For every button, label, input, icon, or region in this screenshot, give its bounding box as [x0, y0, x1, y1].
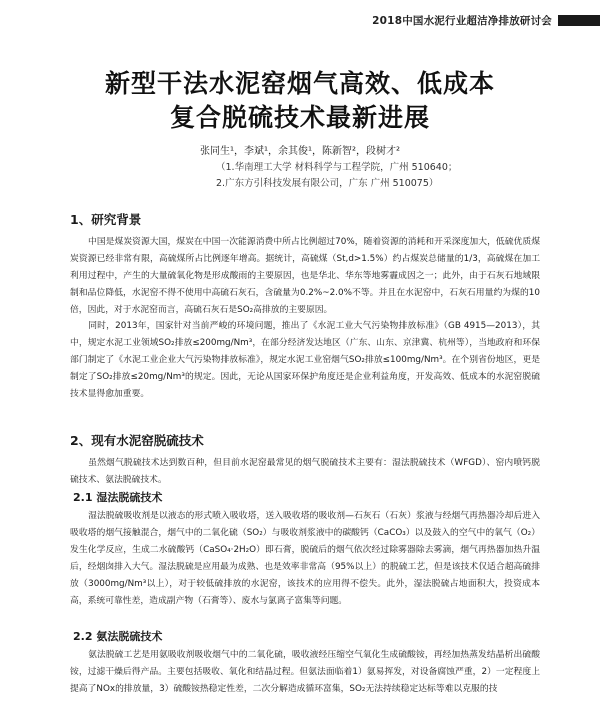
paragraph: 湿法脱硫吸收剂是以液态的形式喷入吸收塔，送入吸收塔的吸收剂—石灰石（石灰）浆液与经烟气再热器冷却后进入吸收塔的烟气接触混合，烟气中的二氧化硫（SO₂）与吸收剂浆液中的碳酸钙（CaCO₃）以及鼓入的空气中的氧气（O₂）发生化学反应，生成二水硫酸钙（CaSO₄·2H₂O）即石膏，脱硫后的烟气依次经过除雾器除去雾滴，烟气再热器加热升温后，经烟囱排入大气。湿法脱硫是应用最为成熟、也是效率非常高（95%以上）的脱硫工艺，但是该技术仅适合超高硫排放（3000mg/Nm³以上），对于较低硫排放的水泥窑，该技术的应用得不偿失。此外，湿法脱硫占地面积大，投资成本高，系统可靠性差，造成副产物（石膏等）、废水与氯离子富集等问题。 — [70, 511, 540, 607]
section-heading-background: 1、研究背景 — [70, 212, 142, 227]
affiliation-2: 2.广东方引科技发展有限公司，广东 广州 510075） — [216, 178, 439, 189]
subsection-heading-ammonia: 2.2 氨法脱硫技术 — [73, 630, 163, 643]
paragraph: 氨法脱硫工艺是用氨吸收剂吸收烟气中的二氧化硫，吸收液经压缩空气氧化生成硫酸铵，再经加热蒸发结晶析出硫酸铵，过滤干燥后得产品。主要包括吸收、氧化和结晶过程。但氨法面临着1）氨易挥发，对设备腐蚀严重，2）一定程度上提高了NOx的排放量，3）硫酸铵热稳定性差，二次分解造成循环富集，SO₂无法持续稳定达标等难以克服的技 — [70, 650, 540, 695]
header-black-bar — [558, 15, 600, 26]
subsection-heading-wet-fgd: 2.1 湿法脱硫技术 — [73, 491, 163, 504]
paper-title-line-1: 新型干法水泥窑烟气高效、低成本 — [104, 69, 495, 98]
paragraph: 同时，2013年，国家针对当前严峻的环境问题，推出了《水泥工业大气污染物排放标准》（GB 4915—2013），其中，规定水泥工业领域SO₂排放≤200mg/Nm³，在部分经济发达地区（广东、山东、京津冀、杭州等），当地政府和环保部门制定了《水泥工业企业大气污染物排放标准》，规定水泥工业窑烟气SO₂排放≤100mg/Nm³。在个别省份地区，更是制定了SO₂排放≤20mg/Nm³的规定。因此，无论从国家环保护角度还是企业利益角度，开发高效、低成本的水泥窑脱硫技术显得愈加重要。 — [70, 321, 540, 400]
section-heading-existing-tech: 2、现有水泥窑脱硫技术 — [70, 433, 204, 448]
paragraph: 中国是煤炭资源大国，煤炭在中国一次能源消费中所占比例超过70%，随着资源的消耗和开采深度加大，低硫优质煤炭资源已经非常有限，高硫煤所占比例逐年增高。据统计，高硫煤（St,d>1.5%）约占煤炭总储量的1/3，高硫煤在加工利用过程中，产生的大量硫氧化物是形成酸雨的主要原因，也是华北、华东等地雾霾成因之一；此外，由于石灰石地域限制和品位降低，水泥窑不得不使用中高硫石灰石，含硫量为0.2%~2.0%不等。并且在水泥窑中，石灰石用量约为煤的10倍，因此，对于水泥窑而言，高硫石灰石是SO₂高排放的主要原因。 — [70, 237, 540, 316]
paragraph: 虽然烟气脱硫技术达到数百种，但目前水泥窑最常见的烟气脱硫技术主要有：湿法脱硫技术（WFGD）、窑内喷钙脱硫技术、氨法脱硫技术。 — [70, 458, 540, 486]
affiliation-1: （1.华南理工大学 材料科学与工程学院，广州 510640； — [216, 162, 458, 173]
running-header — [372, 12, 600, 28]
author-list: 张同生¹，李斌¹，余其俊¹，陈新智²，段树才² — [199, 146, 401, 157]
running-header-title: 2018中国水泥行业超洁净排放研讨会 — [372, 14, 552, 27]
paper-title-line-2: 复合脱硫技术最新进展 — [169, 103, 430, 132]
